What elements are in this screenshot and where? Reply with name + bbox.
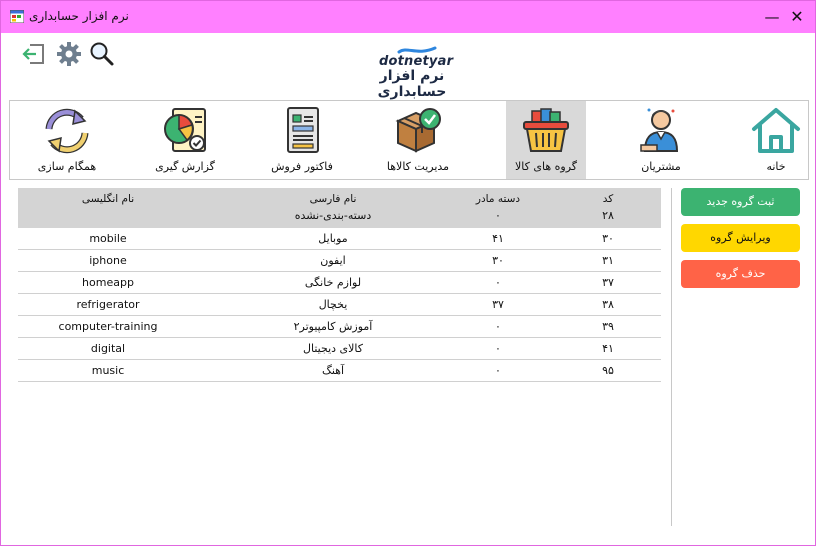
minimize-button[interactable]: — <box>764 8 780 26</box>
cell-parent: ۳۷ <box>492 298 504 311</box>
cell-name-en: music <box>91 364 125 377</box>
exit-icon[interactable] <box>21 41 47 67</box>
selected-row-name-fa[interactable]: دسته-بندی-نشده <box>294 209 372 222</box>
table-row[interactable] <box>18 360 661 382</box>
app-icon <box>10 10 24 23</box>
basket-icon <box>520 105 572 157</box>
window-title: نرم افزار حسابداری <box>29 9 129 23</box>
toolbar-invoice[interactable] <box>262 101 342 179</box>
cell-code: ۳۸ <box>602 298 614 311</box>
selected-row-code[interactable]: ۲۸ <box>602 209 614 222</box>
invoice-icon <box>276 105 328 157</box>
cell-parent: ۳۰ <box>492 254 504 267</box>
cell-parent: ۰ <box>495 320 501 333</box>
search-icon[interactable] <box>89 41 115 67</box>
cell-code: ۳۱ <box>602 254 614 267</box>
delete-group-button[interactable]: حذف گروه <box>681 260 800 288</box>
table-row[interactable] <box>18 250 661 272</box>
cell-code: ۹۵ <box>602 364 614 377</box>
cell-code: ۳۹ <box>602 320 614 333</box>
cell-name-fa: یخچال <box>318 298 348 311</box>
toolbar-customers[interactable] <box>621 101 701 179</box>
cell-name-en: refrigerator <box>76 298 140 311</box>
header-code[interactable]: کد <box>602 193 614 205</box>
cell-name-en: homeapp <box>82 276 134 289</box>
toolbar-product-groups[interactable] <box>506 101 586 179</box>
toolbar-report[interactable] <box>145 101 225 179</box>
cell-parent: ۰ <box>495 342 501 355</box>
cell-name-fa: آهنگ <box>321 364 345 377</box>
toolbar-products[interactable] <box>378 101 458 179</box>
table-row[interactable] <box>18 294 661 316</box>
box-check-icon <box>392 105 444 157</box>
cell-code: ۳۷ <box>602 276 614 289</box>
sync-icon <box>41 105 93 157</box>
cell-parent: ۰ <box>495 364 501 377</box>
toolbar-sync-label: همگام سازی <box>37 160 97 173</box>
cell-parent: ۰ <box>495 276 501 289</box>
settings-icon[interactable] <box>56 41 82 67</box>
header-parent[interactable]: دسته مادر <box>475 193 521 205</box>
logo-subtitle: نرم افزار حسابداری <box>377 68 447 100</box>
cell-name-fa: لوازم خانگی <box>304 276 362 289</box>
cell-code: ۳۰ <box>602 232 614 245</box>
cell-name-fa: موبایل <box>318 232 348 245</box>
table-row[interactable] <box>18 316 661 338</box>
table-row[interactable] <box>18 228 661 250</box>
report-icon <box>159 105 211 157</box>
cell-name-fa: ایفون <box>320 254 346 267</box>
logo-brand: dotnetyar <box>379 54 454 69</box>
cell-parent: ۴۱ <box>492 232 504 245</box>
customer-icon <box>635 105 687 157</box>
table-row[interactable] <box>18 272 661 294</box>
toolbar-report-label: گزارش گیری <box>155 160 215 173</box>
cell-code: ۴۱ <box>602 342 614 355</box>
home-icon <box>750 105 802 157</box>
divider <box>671 188 672 526</box>
add-group-button[interactable]: ثبت گروه جدید <box>681 188 800 216</box>
table-header <box>18 188 661 228</box>
toolbar-home[interactable] <box>736 101 816 179</box>
cell-name-fa: آموزش کامپیوتر۲ <box>293 320 373 333</box>
toolbar-customers-label: مشتریان <box>641 160 681 173</box>
cell-name-fa: کالای دیجیتال <box>302 342 363 355</box>
groups-table[interactable] <box>18 188 661 382</box>
cell-name-en: mobile <box>89 232 127 245</box>
main-toolbar <box>9 100 809 180</box>
header-name-fa[interactable]: نام فارسی <box>309 193 357 205</box>
toolbar-home-label: خانه <box>766 160 786 173</box>
toolbar-invoice-label: فاکتور فروش <box>271 160 333 173</box>
title-bar <box>1 1 815 33</box>
toolbar-sync[interactable] <box>27 101 107 179</box>
cell-name-en: digital <box>90 342 126 355</box>
selected-row-parent[interactable]: ۰ <box>495 209 501 222</box>
table-row[interactable] <box>18 338 661 360</box>
header-name-en[interactable]: نام انگلیسی <box>81 193 135 205</box>
toolbar-product-groups-label: گروه های کالا <box>515 160 577 173</box>
cell-name-en: computer-training <box>58 320 158 333</box>
edit-group-button[interactable]: ویرایش گروه <box>681 224 800 252</box>
cell-name-en: iphone <box>89 254 127 267</box>
toolbar-products-label: مدیریت کالاها <box>386 160 450 173</box>
close-button[interactable]: ✕ <box>790 7 804 26</box>
